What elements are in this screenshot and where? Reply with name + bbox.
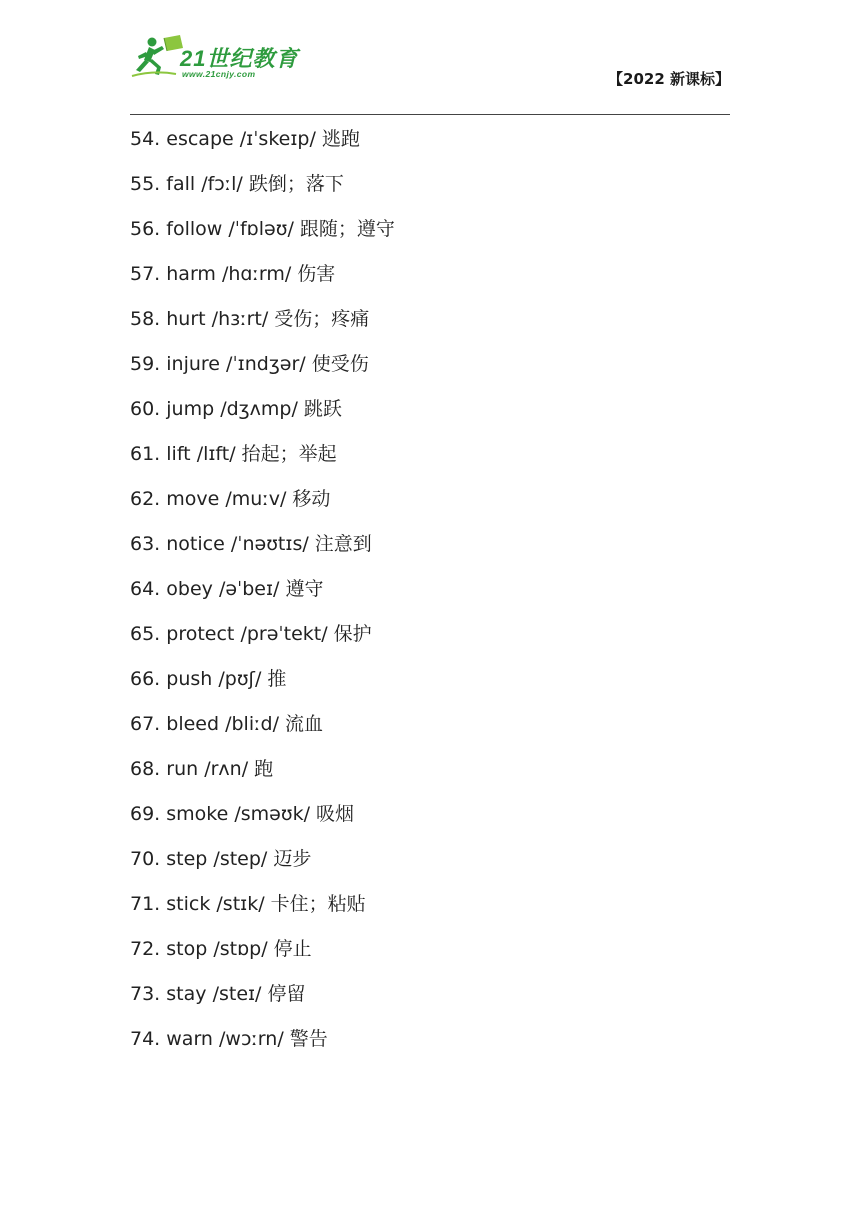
vocab-phonetic: /pʊʃ/ bbox=[218, 668, 262, 690]
vocab-meaning: 跟随；遵守 bbox=[299, 218, 395, 240]
vocab-phonetic: /ˈɪndʒər/ bbox=[226, 353, 306, 375]
vocab-phonetic: /ɪˈskeɪp/ bbox=[239, 128, 316, 150]
vocab-number: 62. bbox=[130, 488, 161, 510]
vocab-phonetic: /hɜːrt/ bbox=[211, 308, 269, 330]
vocab-meaning: 警告 bbox=[289, 1028, 328, 1050]
vocab-number: 68. bbox=[130, 758, 161, 780]
vocab-meaning: 使受伤 bbox=[311, 353, 369, 375]
vocab-item bbox=[130, 665, 395, 710]
vocab-number: 54. bbox=[130, 128, 161, 150]
vocab-number: 67. bbox=[130, 713, 161, 735]
vocabulary-list bbox=[130, 125, 395, 1070]
vocab-item bbox=[130, 1025, 395, 1070]
vocab-meaning: 吸烟 bbox=[316, 803, 355, 825]
vocab-word: hurt bbox=[166, 308, 206, 330]
vocab-word: bleed bbox=[166, 713, 220, 735]
runner-icon bbox=[130, 34, 186, 80]
vocab-meaning: 推 bbox=[267, 668, 287, 690]
vocab-word: stay bbox=[166, 983, 207, 1005]
vocab-number: 55. bbox=[130, 173, 161, 195]
vocab-item bbox=[130, 170, 395, 215]
vocab-meaning: 受伤；疼痛 bbox=[274, 308, 370, 330]
vocab-phonetic: /sməʊk/ bbox=[234, 803, 310, 825]
vocab-meaning: 停留 bbox=[267, 983, 306, 1005]
vocab-word: push bbox=[166, 668, 213, 690]
logo-wordmark: 21世纪教育 bbox=[180, 46, 299, 71]
vocab-meaning: 抬起；举起 bbox=[241, 443, 337, 465]
vocab-word: move bbox=[166, 488, 220, 510]
vocab-meaning: 跳跃 bbox=[303, 398, 342, 420]
vocab-item bbox=[130, 800, 395, 845]
vocab-phonetic: /stɪk/ bbox=[216, 893, 265, 915]
vocab-number: 58. bbox=[130, 308, 161, 330]
vocab-word: jump bbox=[166, 398, 215, 420]
vocab-meaning: 迈步 bbox=[273, 848, 312, 870]
vocab-number: 65. bbox=[130, 623, 161, 645]
vocab-phonetic: /prəˈtekt/ bbox=[240, 623, 328, 645]
vocab-meaning: 注意到 bbox=[314, 533, 372, 555]
vocab-number: 66. bbox=[130, 668, 161, 690]
vocab-phonetic: /muːv/ bbox=[225, 488, 287, 510]
vocab-meaning: 停止 bbox=[273, 938, 312, 960]
vocab-number: 56. bbox=[130, 218, 161, 240]
vocab-word: harm bbox=[166, 263, 216, 285]
vocab-meaning: 遵守 bbox=[285, 578, 324, 600]
vocab-word: fall bbox=[166, 173, 196, 195]
vocab-phonetic: /steɪ/ bbox=[212, 983, 262, 1005]
vocab-word: follow bbox=[166, 218, 223, 240]
vocab-item bbox=[130, 710, 395, 755]
vocab-item bbox=[130, 845, 395, 890]
vocab-word: warn bbox=[166, 1028, 213, 1050]
vocab-word: smoke bbox=[166, 803, 229, 825]
vocab-number: 73. bbox=[130, 983, 161, 1005]
vocab-number: 72. bbox=[130, 938, 161, 960]
vocab-phonetic: /stɒp/ bbox=[213, 938, 268, 960]
vocab-meaning: 跑 bbox=[254, 758, 274, 780]
vocab-meaning: 流血 bbox=[284, 713, 323, 735]
vocab-number: 69. bbox=[130, 803, 161, 825]
vocab-item bbox=[130, 395, 395, 440]
vocab-word: notice bbox=[166, 533, 225, 555]
vocab-meaning: 逃跑 bbox=[321, 128, 360, 150]
vocab-meaning: 卡住；粘贴 bbox=[270, 893, 366, 915]
vocab-phonetic: /rʌn/ bbox=[204, 758, 249, 780]
vocab-number: 74. bbox=[130, 1028, 161, 1050]
vocab-phonetic: /ˈnəʊtɪs/ bbox=[230, 533, 309, 555]
vocab-word: stop bbox=[166, 938, 208, 960]
vocab-item bbox=[130, 260, 395, 305]
vocab-item bbox=[130, 935, 395, 980]
vocab-number: 64. bbox=[130, 578, 161, 600]
vocab-word: stick bbox=[166, 893, 211, 915]
vocab-phonetic: /step/ bbox=[213, 848, 268, 870]
vocab-item bbox=[130, 305, 395, 350]
vocab-phonetic: /hɑːrm/ bbox=[221, 263, 292, 285]
vocab-phonetic: /fɔːl/ bbox=[201, 173, 243, 195]
vocab-phonetic: /lɪft/ bbox=[196, 443, 236, 465]
vocab-item bbox=[130, 620, 395, 665]
curriculum-badge: 【2022 新课标】 bbox=[608, 70, 730, 88]
vocab-item bbox=[130, 350, 395, 395]
vocab-word: step bbox=[166, 848, 208, 870]
page-header bbox=[130, 30, 730, 116]
vocab-phonetic: /ˈfɒləʊ/ bbox=[228, 218, 294, 240]
vocab-item bbox=[130, 125, 395, 170]
vocab-number: 70. bbox=[130, 848, 161, 870]
vocab-word: escape bbox=[166, 128, 234, 150]
vocab-item bbox=[130, 485, 395, 530]
vocab-word: protect bbox=[166, 623, 235, 645]
vocab-item bbox=[130, 575, 395, 620]
header-divider bbox=[130, 114, 730, 115]
vocab-item bbox=[130, 755, 395, 800]
vocab-meaning: 跌倒；落下 bbox=[248, 173, 344, 195]
vocab-number: 71. bbox=[130, 893, 161, 915]
vocab-item bbox=[130, 980, 395, 1025]
vocab-item bbox=[130, 440, 395, 485]
vocab-meaning: 移动 bbox=[292, 488, 331, 510]
vocab-meaning: 保护 bbox=[333, 623, 372, 645]
vocab-phonetic: /əˈbeɪ/ bbox=[218, 578, 280, 600]
vocab-phonetic: /bliːd/ bbox=[225, 713, 279, 735]
vocab-number: 63. bbox=[130, 533, 161, 555]
vocab-number: 61. bbox=[130, 443, 161, 465]
vocab-meaning: 伤害 bbox=[297, 263, 336, 285]
vocab-item bbox=[130, 215, 395, 260]
vocab-word: injure bbox=[166, 353, 220, 375]
vocab-number: 57. bbox=[130, 263, 161, 285]
vocab-word: obey bbox=[166, 578, 213, 600]
vocab-item bbox=[130, 530, 395, 575]
logo-url: www.21cnjy.com bbox=[182, 69, 256, 79]
vocab-phonetic: /dʒʌmp/ bbox=[220, 398, 298, 420]
vocab-number: 60. bbox=[130, 398, 161, 420]
vocab-word: lift bbox=[166, 443, 191, 465]
vocab-phonetic: /wɔːrn/ bbox=[219, 1028, 284, 1050]
vocab-word: run bbox=[166, 758, 199, 780]
vocab-item bbox=[130, 890, 395, 935]
site-logo[interactable] bbox=[130, 34, 300, 84]
vocab-number: 59. bbox=[130, 353, 161, 375]
